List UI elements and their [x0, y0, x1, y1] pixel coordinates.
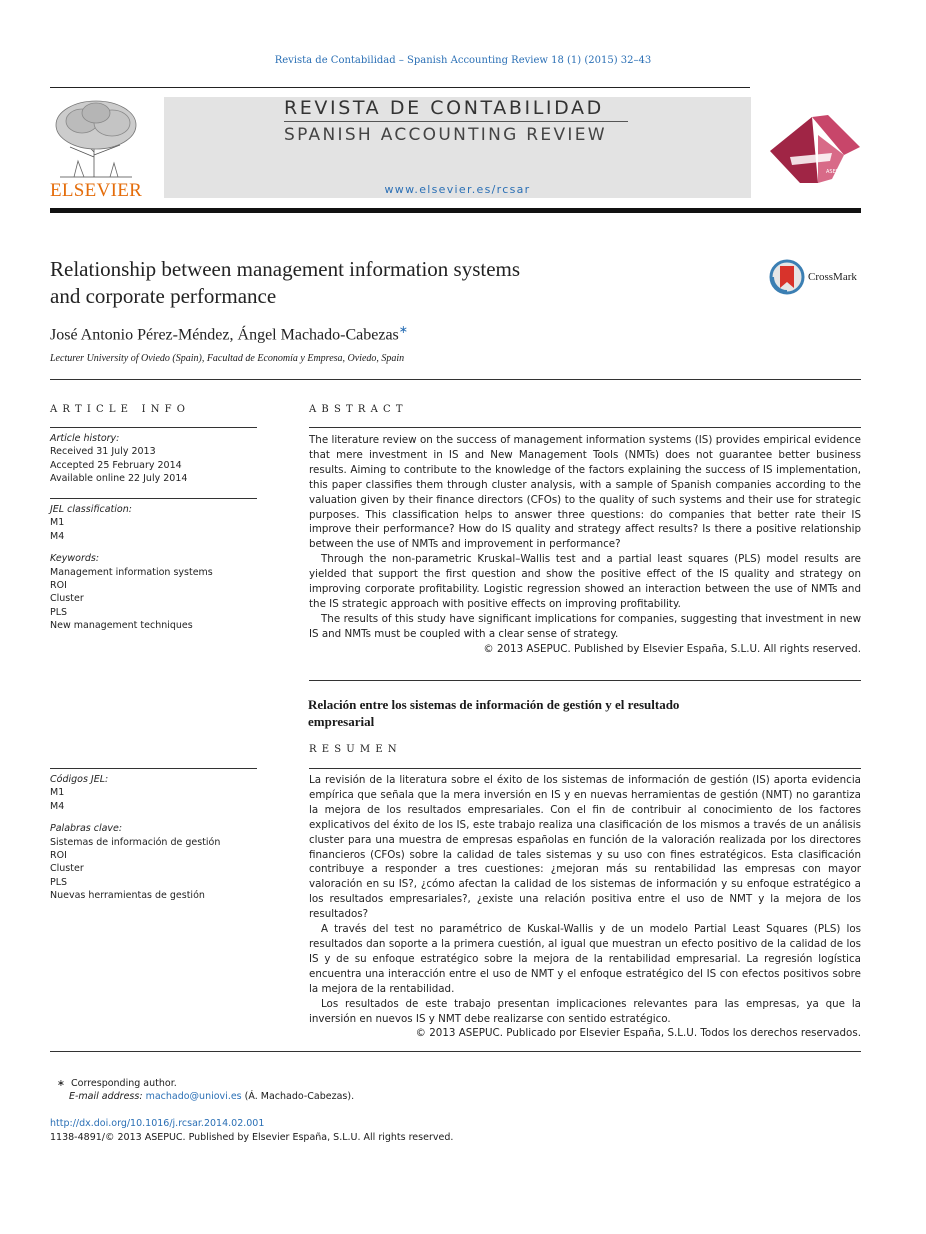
abstract-rule	[309, 427, 861, 428]
received-date: Received 31 July 2013	[50, 446, 156, 458]
keyword: ROI	[50, 580, 67, 592]
banner-title-spanish: REVISTA DE CONTABILIDAD	[284, 97, 604, 119]
article-title-line-1: Relationship between management information systems	[50, 257, 521, 281]
issn-copyright: 1138-4891/© 2013 ASEPUC. Published by Elsevier España, S.L.U. All rights reserved.	[50, 1132, 454, 1143]
keyword: Cluster	[50, 593, 84, 605]
resumen-paragraph: A través del test no paramétrico de Kuskal-Wallis y de un modelo Partial Least Squares (PLS) los resultados dan soporte a la primera cuestión, al igual que muestran un efecto positivo de la calidad de los IS y de su enfoque estratégico sobre la mejora de la rentabilidad empresarial. La regresión logística encuentra una interacción entre el uso de NMT y el enfoque estratégico del IS con efectos positivos sobre la mejora de la rentabilidad.	[309, 923, 861, 995]
resumen-rule	[309, 768, 861, 769]
abstract-body	[309, 433, 861, 657]
spanish-section-rule	[309, 680, 861, 681]
keyword: ROI	[50, 850, 67, 862]
abstract-paragraph: The results of this study have significant implications for companies, suggesting that investment in new IS and NMTs must be coupled with a clear sense of strategy.	[309, 612, 861, 640]
crossmark-label[interactable]: CrossMark	[808, 271, 857, 283]
author-list	[50, 323, 408, 344]
asepuc-logo-icon	[770, 113, 862, 183]
jel-label: JEL classification:	[50, 504, 132, 515]
resumen-body	[309, 773, 861, 1041]
keyword: PLS	[50, 876, 68, 888]
article-history-label: Article history:	[50, 433, 120, 444]
codigos-jel-label: Códigos JEL:	[50, 774, 109, 785]
asepuc-logo-label: ASEPUC	[826, 169, 846, 175]
jel-code: M4	[50, 800, 65, 812]
corresponding-author-footnote	[57, 1077, 354, 1104]
abstract-paragraph: Through the non-parametric Kruskal–Wallis test and a partial least squares (PLS) model results are yielded that support the first question and show the positive effect of the IS quality and strategy on improving corporate profitability. Logistic regression showed an interaction between the use of NMTs and the IS strategic approach with positive effects on improving profitability.	[309, 553, 861, 610]
elsevier-tree-logo-icon	[50, 97, 142, 179]
keyword: Nuevas herramientas de gestión	[50, 890, 205, 902]
banner-title-english: SPANISH ACCOUNTING REVIEW	[284, 125, 607, 145]
article-info-heading: ARTICLE INFO	[50, 404, 191, 415]
footnote-rule	[50, 1051, 861, 1052]
header-thick-rule	[50, 208, 861, 213]
corresponding-author-mark[interactable]: ∗	[398, 324, 408, 336]
keyword: Cluster	[50, 863, 84, 875]
corresponding-author-label: Corresponding author.	[71, 1078, 177, 1089]
abstract-paragraph: The literature review on the success of management information systems (IS) provides empirical evidence that mere investment in IS and New Management Tools (NMTs) does not guarantee better business results. Aiming to contribute to the knowledge of the factors explaining the success of IS implementation, this paper classifies them through cluster analysis, with a sample of Spanish companies according to the valuation given by their finance directors (CFOs) to the quality of such systems and their use for strategic purposes. This classification helps to answer three questions: do companies that better rate their IS improve their performance? How do IS quality and strategy affect results? Is there a positive relationship between the use of NMTs and improvement in performance?	[309, 434, 861, 551]
history-rule	[50, 498, 257, 499]
doi-link[interactable]: http://dx.doi.org/10.1016/j.rcsar.2014.02.001	[50, 1118, 265, 1129]
jel-code: M1	[50, 787, 65, 799]
article-history	[50, 432, 257, 486]
resumen-copyright: © 2013 ASEPUC. Publicado por Elsevier España, S.L.U. Todos los derechos reservados.	[415, 1027, 861, 1040]
keyword: New management techniques	[50, 620, 193, 632]
resumen-heading: RESUMEN	[309, 744, 402, 755]
journal-url-link[interactable]: www.elsevier.es/rcsar	[384, 183, 531, 196]
abstract-copyright: © 2013 ASEPUC. Published by Elsevier España, S.L.U. All rights reserved.	[483, 642, 861, 655]
email-label: E-mail address:	[69, 1091, 143, 1103]
resumen-paragraph: Los resultados de este trabajo presentan implicaciones relevantes para las empresas, ya que la inversión en nuevos IS y NMT debe realizarse con sentido estratégico.	[309, 997, 861, 1025]
spanish-title-line-1: Relación entre los sistemas de información de gestión y el resultado	[308, 697, 680, 712]
article-title-line-2: and corporate performance	[50, 284, 277, 308]
authors-text: José Antonio Pérez-Méndez, Ángel Machado-Cabezas	[50, 326, 399, 344]
spanish-title	[308, 696, 828, 730]
keyword: PLS	[50, 606, 68, 618]
jel-code: M4	[50, 530, 65, 542]
journal-banner	[164, 97, 751, 198]
keyword: Management information systems	[50, 566, 213, 578]
elsevier-wordmark: ELSEVIER	[50, 180, 143, 201]
palabras-clave-label: Palabras clave:	[50, 823, 123, 835]
banner-rule	[284, 121, 628, 122]
journal-citation-link[interactable]: Revista de Contabilidad – Spanish Accounting Review 18 (1) (2015) 32–43	[274, 55, 652, 66]
article-info-rule	[50, 427, 257, 428]
spanish-title-line-2: empresarial	[308, 714, 375, 729]
keywords-label: Keywords:	[50, 553, 100, 565]
spanish-keywords-rule	[50, 768, 257, 769]
jel-code: M1	[50, 517, 65, 529]
author-affiliation: Lecturer University of Oviedo (Spain), Facultad de Economía y Empresa, Oviedo, Spain	[50, 353, 405, 364]
email-owner: (Á. Machado-Cabezas).	[244, 1091, 355, 1103]
affiliation-rule	[50, 379, 861, 380]
abstract-heading: ABSTRACT	[309, 404, 408, 415]
resumen-paragraph: La revisión de la literatura sobre el éxito de los sistemas de información de gestión (IS) aporta evidencia empírica que señala que la mera inversión en IS y en nuevas herramientas de gestión (NMT) no garantiza la mejora de los resultados empresariales. Con el fin de contribuir al conocimiento de los factores explicativos del éxito de los IS, este trabajo realiza una clasificación de los mismos a través de un análisis cluster para una muestra de empresas españolas en función de la valoración realizada por los directores financieros (CFOs) sobre la calidad de tales sistemas y su uso con fines estratégicos. Esta clasificación contribuye a responder a tres cuestiones: ¿mejoran más su rentabilidad las empresas con mayor valoración en su IS?, ¿cómo afectan la calidad de los sistemas de información y su enfoque estratégico a los resultados empresariales?, ¿existe una relación positiva entre el uso de NMT y la mejora de los resultados?	[309, 774, 861, 921]
jel-and-keywords	[50, 503, 257, 633]
keyword: Sistemas de información de gestión	[50, 836, 221, 848]
article-title	[50, 256, 690, 310]
asepuc-logo	[770, 113, 862, 183]
online-date: Available online 22 July 2014	[50, 473, 188, 485]
header-rule	[50, 87, 750, 88]
footnote-mark: ∗	[57, 1078, 65, 1089]
email-link[interactable]: machado@uniovi.es	[145, 1091, 242, 1103]
spanish-jel-and-keywords	[50, 773, 257, 903]
accepted-date: Accepted 25 February 2014	[50, 459, 182, 471]
